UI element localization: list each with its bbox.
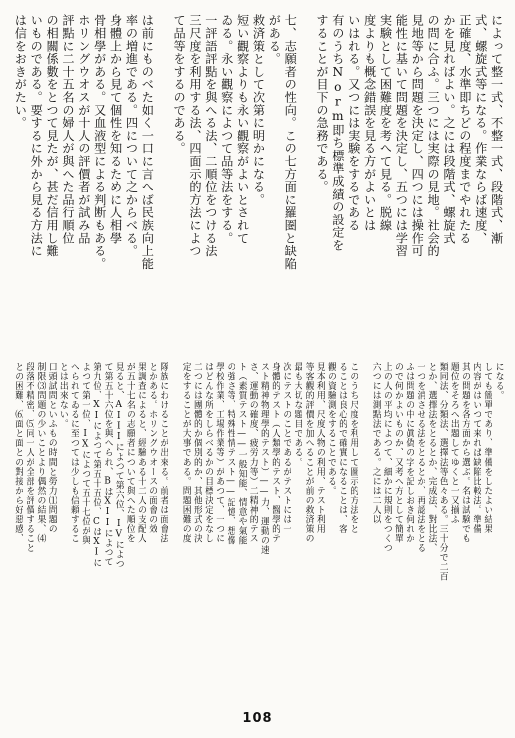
text-column: 度よりも概念錯誤を見る方がよいとは [362, 14, 377, 232]
text-column: 七、志願者の性向。この七方面に羅圏と缺陥 [283, 14, 298, 270]
text-column: 定をすることが大事である。問題困難の度 [180, 362, 191, 544]
text-column: 正確度、水準即ちどの程度までやれたる [457, 14, 472, 245]
text-column: 次にテストのことであるがテストには一 [281, 362, 292, 534]
column-gap [168, 362, 179, 700]
text-column: よつて第一位、IXによつて五十七位が與 [80, 362, 91, 546]
text-column: 実験として困難度を考へて見る。脱線 [378, 14, 393, 232]
column-gap [155, 14, 170, 350]
text-column: さ、運動の確度、疲労力等）二精神的テス [247, 362, 258, 544]
lower-text-block [12, 362, 504, 700]
text-column: 制限⑶問題の少いことより偶然の結果、⑷ [35, 362, 46, 544]
text-column: の問に合ふ。三つには実際の見地。社会的 [426, 14, 441, 258]
text-column: 有のうちNorm即ち標準成績の設定を [330, 14, 345, 252]
text-column: の相關係數をとつて見たが、甚だ信用し難 [45, 14, 60, 258]
text-column: 率の増進である。四について之からべる。 [124, 14, 139, 258]
text-column: 見本利用、尺度人物の利用、テスト利用 [314, 362, 325, 534]
text-column: 第九位、XIによつて第五十五位、CはXIに [91, 362, 102, 568]
text-column: は信をおきがたい。 [13, 14, 28, 130]
text-column: ので何かよいものか、又考へ方として簡單 [393, 362, 404, 544]
text-column: とかある。ホリングウオースの面會の效 [147, 362, 158, 534]
text-column: 身體的テスト（人類學的テスト、醫學的テ [270, 362, 281, 544]
text-column: かを見ればよい。之には段階式、螺旋式 [441, 14, 456, 245]
text-column: がある。 [267, 14, 282, 66]
text-column: て品等をするのである。 [172, 14, 187, 155]
text-column: 短い觀察よりも永い觀察がよいとされて [235, 14, 250, 245]
text-column: 能性に基いて問題を決定し、五つには学習 [394, 14, 409, 258]
text-column: が五十七名の志願者について與へた順位を [124, 362, 135, 544]
text-column: 類同法、分類法、選擇法等色々ある。三十分で二百 [437, 362, 448, 582]
text-column: 題位をそろへ出題してゆくと一又揃ふ [448, 362, 459, 525]
text-column: との困難、⑹面と面との對接から好惡感、 [13, 362, 24, 544]
text-column: になる。 [493, 362, 504, 401]
text-column: 口頭試問といふもの時間と勞力⑴問題の [46, 362, 57, 534]
text-column: いものである。要するに外から見る方法に [29, 14, 44, 258]
text-column: へられてゐるに至つては少しも信頼するこ [69, 362, 80, 544]
text-column: ト（素質テスト——一般知能、情意や氣能 [236, 362, 247, 546]
text-column: 三尺度を利用する法、四面示的方法によつ [187, 14, 202, 258]
text-column: 等客觀的評價を加へることが前の救済策の [303, 362, 314, 544]
text-column: 其の問題を各方面から選ぶ。名は試験でも [460, 362, 471, 544]
text-column: 見ると、AIIIによつて第六位、IVによつ [113, 362, 124, 569]
text-column: 救済策として次第に明かになる。 [251, 14, 266, 206]
text-column: ゐる。永い觀察によつて品等法をする。 [219, 14, 234, 245]
text-column: て第五十六位を與へられ、BはXIIによつて [102, 362, 113, 567]
text-column: は前にものべた如く一口に言へば民族向上能 [140, 14, 155, 270]
text-column: このうち尺度を利用して圖示的方法をと [348, 362, 359, 534]
text-column: 最も大切な題目である。 [292, 362, 303, 467]
text-column: 觀の資驗測をすることである。 [325, 362, 336, 496]
column-gap [358, 362, 369, 700]
text-column: はどんな所をしらべるかの目標決定をなし [203, 362, 214, 544]
text-column: の強さ等、特殊性情テスト——記憶、想像 [225, 362, 236, 546]
text-column: 上の人の平均によつて、細かに規則をつくつ [381, 362, 392, 553]
text-column: 隊族にわけることが出來る。前者は面會法 [158, 362, 169, 544]
text-column: 見地等から問題を決定し、四つには操作可 [410, 14, 425, 258]
upper-text-block [12, 14, 504, 350]
text-column: ることは良心的で確實になることは、客 [337, 362, 348, 534]
text-column: 一つを消させる法をとるとか、再認法をとる [415, 362, 426, 553]
text-column: 一評語評點を與へる法、二順位をつける法 [203, 14, 218, 258]
text-column: しても簡單であり、準備をしたよい結果 [482, 362, 493, 534]
text-column: 二つには團體的か個別的か、其他形式の決 [191, 362, 202, 544]
text-column: 六つには測點法である。之には二人以 [370, 362, 381, 525]
text-column: 果調査によると、經驗ある十二人の支配人 [136, 362, 147, 544]
text-column: することが目下の急務である。 [314, 14, 329, 194]
text-column: 學校作業、工場作業等）があつて、一つに [214, 362, 225, 544]
text-column: 内容がはいつて来れば缺陥比較法。準備 [471, 362, 482, 534]
text-column: 骨相學がある。又血液型による判断もある。 [92, 14, 107, 270]
text-column: とか、選擇法をとるとか、完成法、對比法、 [426, 362, 437, 553]
text-column: いはれる。又つには実験をするである [346, 14, 361, 232]
text-column: によって整一式、不整一式、段階式、漸 [489, 14, 504, 245]
text-column: ホリングウオスが十人の評價者が試み品 [76, 14, 91, 245]
page-number: 108 [242, 711, 273, 726]
text-column: 段落不精密、⑸同一人が全部を評價すること [24, 362, 35, 553]
text-column: スト精神物理學的テスト）——力、運動の速 [258, 362, 269, 555]
column-gap [298, 14, 313, 350]
text-column: 評點に二十五名の婦人が與へた品行順位 [60, 14, 75, 245]
text-column: とは出來ない。 [57, 362, 68, 429]
text-column: 身體上から見て個性を知るために人相學 [108, 14, 123, 245]
text-column: ふは問題の中に眞偽の字を記しおき何れか [404, 362, 415, 544]
text-column: 式、螺旋式等になる。作業ならば速度、 [473, 14, 488, 245]
